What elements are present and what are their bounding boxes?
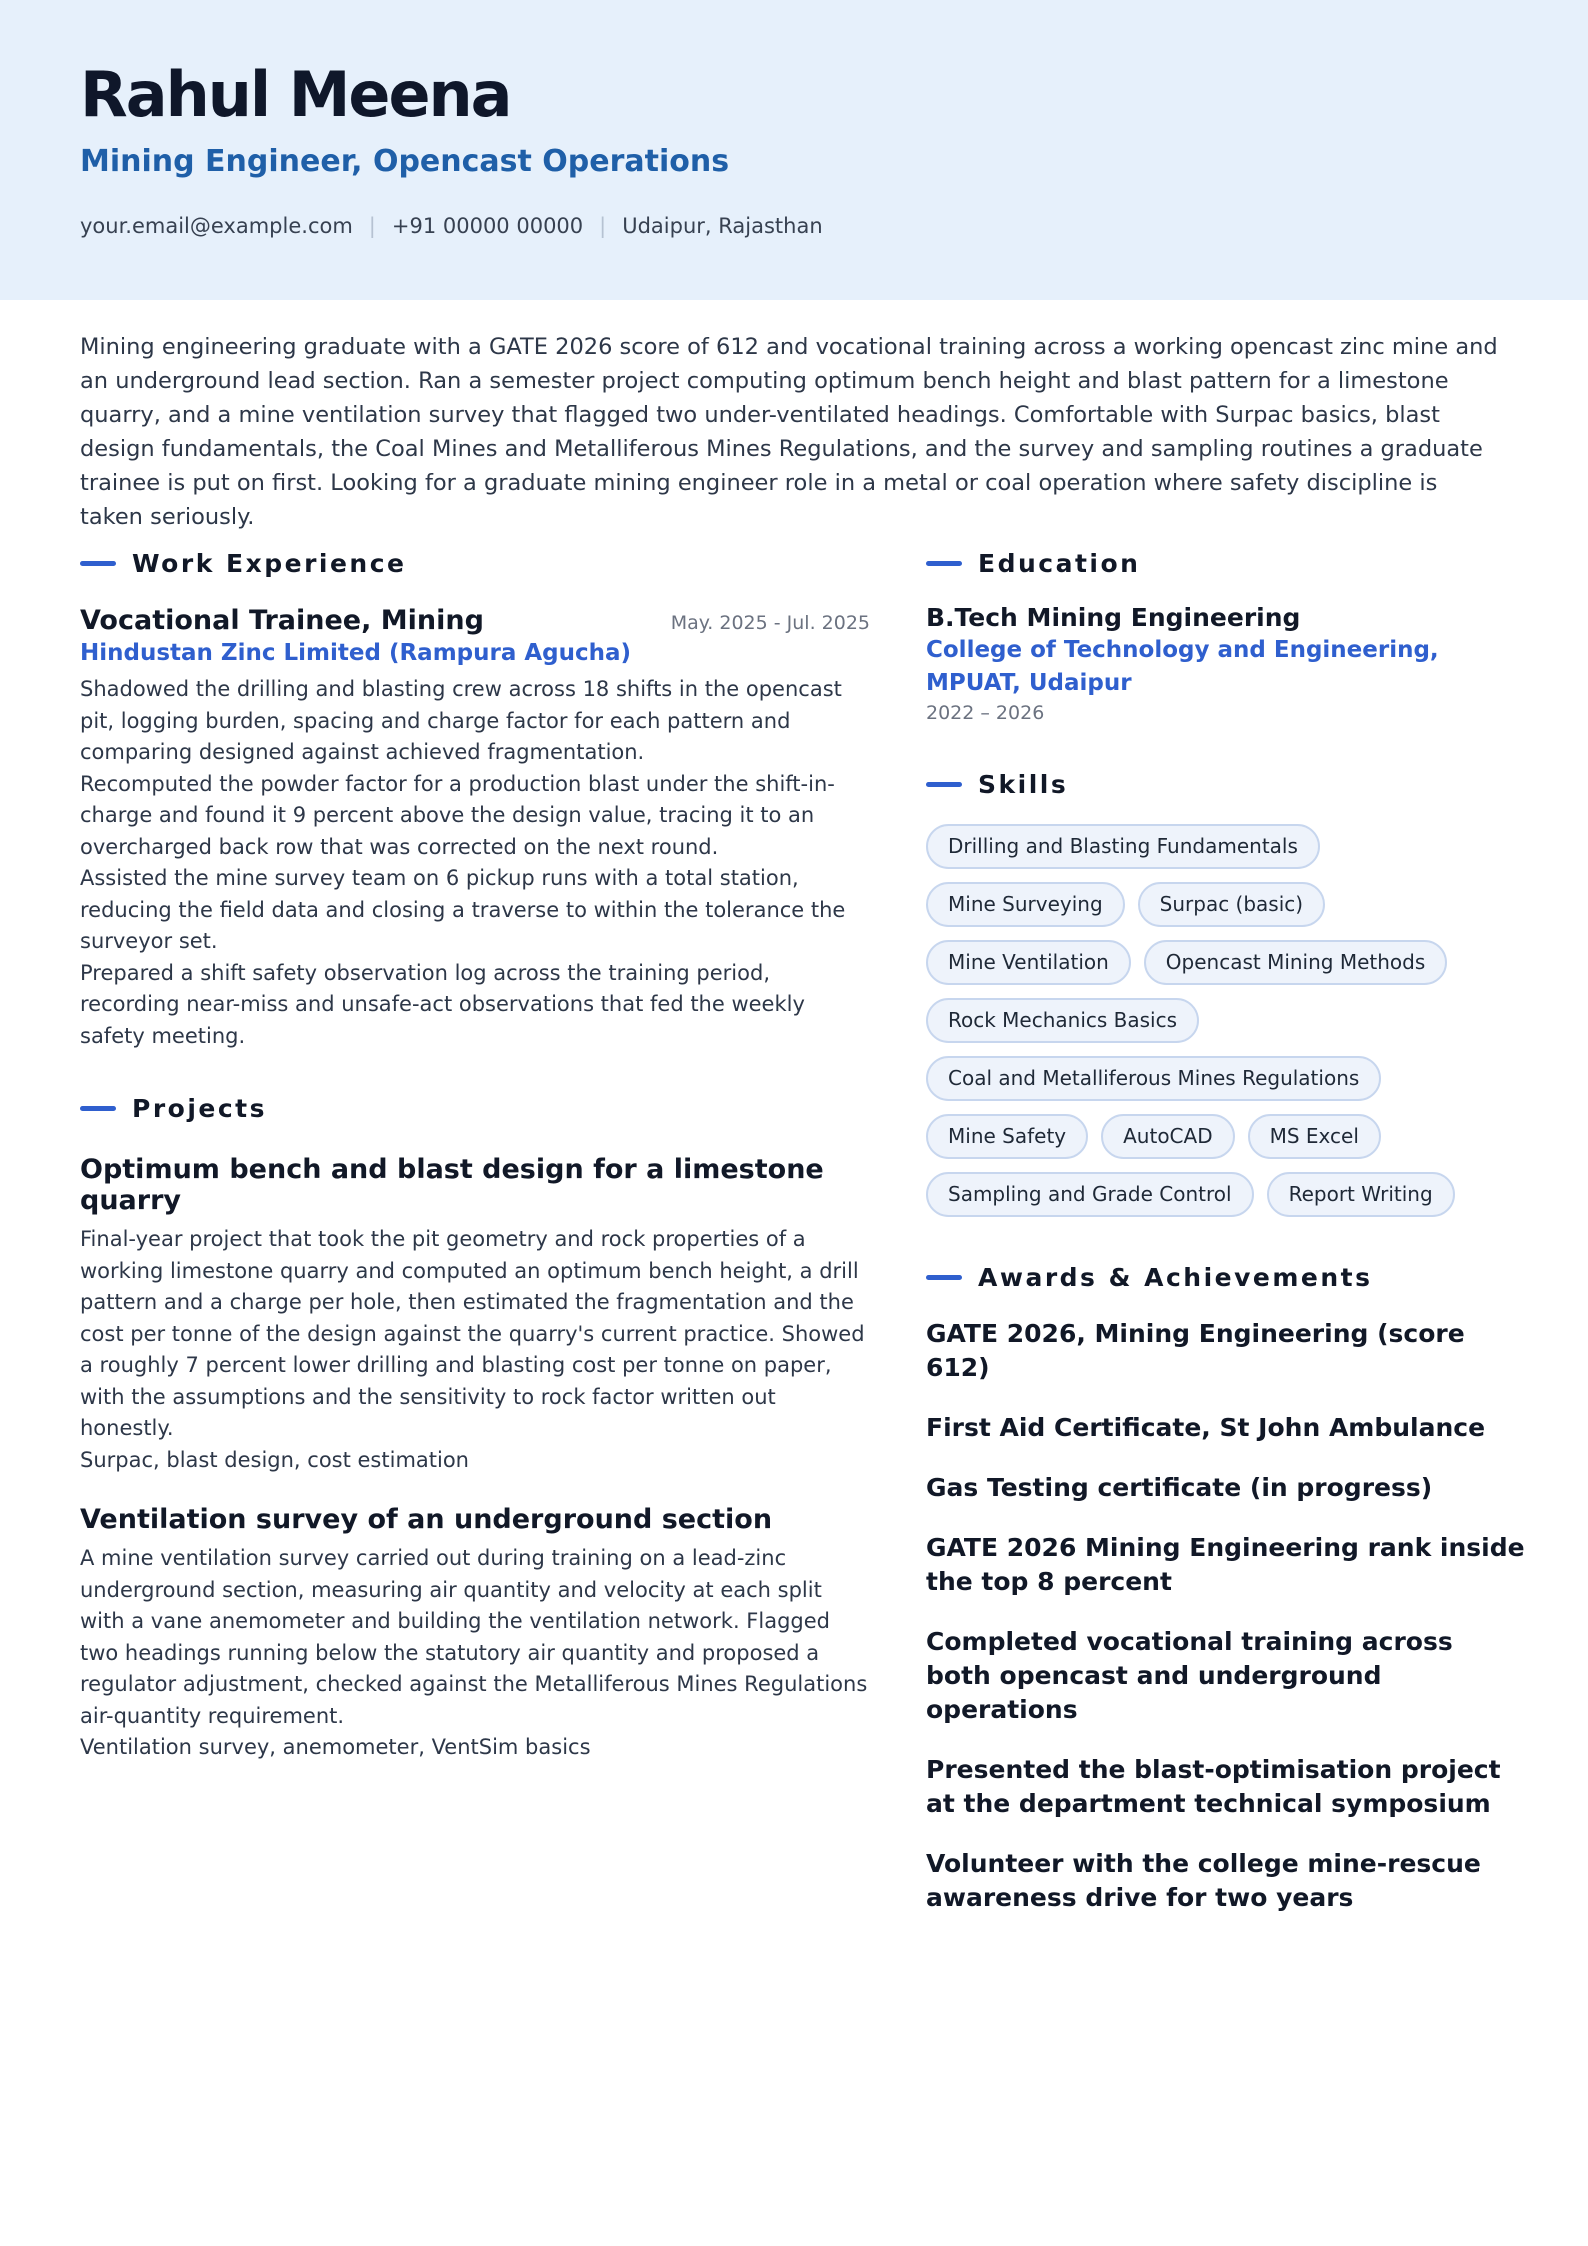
section-heading-work (80, 545, 870, 581)
job-company: Hindustan Zinc Limited (Rampura Agucha) (80, 640, 632, 666)
skill-chip: Rock Mechanics Basics (926, 998, 1199, 1043)
section-heading-skills (926, 766, 1526, 802)
skill-chip: MS Excel (1248, 1114, 1381, 1159)
project-description-text: Final-year project that took the pit geometry and rock properties of a working limestone quarry and computed an optimum bench height, a drill pattern and a charge per hole, then estimated the fragmentation and the cost per tonne of the design against the quarry's current practice. Showed a roughly 7 percent lower drilling and blasting cost per tonne on paper, with the assumptions and the sensitivity to rock factor written out honestly. (80, 1227, 865, 1440)
project-description (80, 1224, 870, 1476)
section-heading-awards (926, 1259, 1526, 1295)
project-description-text: A mine ventilation survey carried out during training on a lead-zinc underground section, measuring air quantity and velocity at each split with a vane anemometer and building the ventilation network. Flagged two headings running below the statutory air quantity and proposed a regulator adjustment, checked against the Metalliferous Mines Regulations air-quantity requirement. (80, 1546, 868, 1728)
skills-list (926, 824, 1486, 1217)
contact-line (80, 214, 823, 238)
skill-chip: Surpac (basic) (1138, 882, 1325, 927)
education-years: 2022 – 2026 (926, 702, 1045, 724)
skill-chip: Coal and Metalliferous Mines Regulations (926, 1056, 1381, 1101)
section-title: Awards & Achievements (978, 1262, 1373, 1292)
contact-phone[interactable]: +91 00000 00000 (391, 214, 584, 238)
section-heading-education (926, 545, 1526, 581)
section-accent-bar (926, 1275, 962, 1280)
project-description (80, 1543, 870, 1764)
job-title: Vocational Trainee, Mining (80, 605, 484, 636)
left-column (80, 545, 870, 1764)
section-title: Projects (132, 1093, 268, 1123)
professional-summary: Mining engineering graduate with a GATE 2026 score of 612 and vocational training across a working opencast zinc mine and an underground lead section. Ran a semester project computing optimum bench height and blast pattern for a limestone quarry, and a mine ventilation survey that flagged two under-ventilated headings. Comfortable with Surpac basics, blast design fundamentals, the Coal Mines and Metalliferous Mines Regulations, and the survey and sampling routines a graduate trainee is put on first. Looking for a graduate mining engineer role in a metal or coal operation where safety discipline is taken seriously. (80, 334, 1498, 530)
section-title: Work Experience (132, 548, 407, 578)
job-bullets (80, 674, 870, 1052)
section-accent-bar (80, 1106, 116, 1111)
section-accent-bar (80, 561, 116, 566)
contact-location: Udaipur, Rajasthan (622, 214, 823, 238)
candidate-name: Rahul Meena (80, 58, 511, 131)
section-title: Education (978, 548, 1141, 578)
education-school: College of Technology and Engineering, MPUAT, Udaipur (926, 637, 1439, 696)
project-entry (80, 1504, 870, 1764)
skill-chip: Mine Safety (926, 1114, 1088, 1159)
contact-email[interactable]: your.email@example.com (80, 214, 353, 238)
award-item: Completed vocational training across both opencast and underground operations (926, 1627, 1453, 1724)
project-tools: Ventilation survey, anemometer, VentSim basics (80, 1735, 591, 1759)
job-bullet: Recomputed the powder factor for a production blast under the shift-in-charge and found it 9 percent above the design value, tracing it to an overcharged back row that was corrected on the next round. (80, 771, 835, 859)
job-dates: May. 2025 - Jul. 2025 (670, 612, 870, 634)
right-column (926, 545, 1526, 1915)
skill-chip: Sampling and Grade Control (926, 1172, 1254, 1217)
job-entry (80, 605, 870, 1052)
project-title: Optimum bench and blast design for a limestone quarry (80, 1154, 824, 1216)
skill-chip: Report Writing (1267, 1172, 1455, 1217)
awards-list (926, 1317, 1526, 1915)
award-item: Gas Testing certificate (in progress) (926, 1473, 1433, 1502)
contact-separator: | (599, 214, 607, 238)
project-entry (80, 1154, 870, 1476)
skill-chip: AutoCAD (1101, 1114, 1234, 1159)
award-item: Volunteer with the college mine-rescue awareness drive for two years (926, 1849, 1481, 1912)
section-title: Skills (978, 769, 1069, 799)
education-degree: B.Tech Mining Engineering (926, 603, 1301, 632)
job-bullet: Shadowed the drilling and blasting crew across 18 shifts in the opencast pit, logging burden, spacing and charge factor for each pattern and comparing designed against achieved fragmentation. (80, 677, 842, 764)
project-title: Ventilation survey of an underground section (80, 1504, 773, 1535)
resume-header (0, 0, 1588, 300)
award-item: Presented the blast-optimisation project at the department technical symposium (926, 1755, 1501, 1818)
contact-separator: | (368, 214, 376, 238)
section-accent-bar (926, 561, 962, 566)
skill-chip: Mine Surveying (926, 882, 1125, 927)
section-heading-projects (80, 1090, 870, 1126)
award-item: GATE 2026 Mining Engineering rank inside the top 8 percent (926, 1533, 1525, 1596)
job-bullet: Prepared a shift safety observation log across the training period, recording near-miss and unsafe-act observations that fed the weekly safety meeting. (80, 960, 805, 1048)
skill-chip: Drilling and Blasting Fundamentals (926, 824, 1320, 869)
project-tools: Surpac, blast design, cost estimation (80, 1447, 469, 1472)
award-item: First Aid Certificate, St John Ambulance (926, 1413, 1486, 1442)
skill-chip: Opencast Mining Methods (1144, 940, 1448, 985)
job-bullet: Assisted the mine survey team on 6 pickup runs with a total station, reducing the field data and closing a traverse to within the tolerance the surveyor set. (80, 866, 846, 953)
candidate-title: Mining Engineer, Opencast Operations (80, 144, 730, 179)
award-item: GATE 2026, Mining Engineering (score 612) (926, 1319, 1465, 1382)
skill-chip: Mine Ventilation (926, 940, 1131, 985)
section-accent-bar (926, 782, 962, 787)
